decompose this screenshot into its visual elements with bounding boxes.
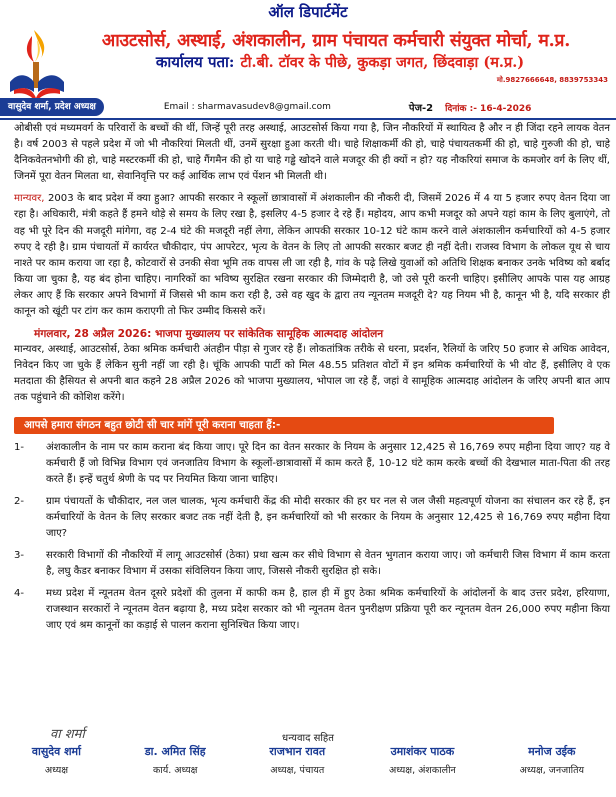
signatory [520,744,584,776]
demand-item [14,548,610,580]
paragraph-lead: मान्यवर, [14,193,45,205]
office-address: टी.बी. टॉवर के पीछे, कुकड़ा जगत, छिंदवाड़ा (म.प्र.) [240,54,525,71]
signatory-name: वासुदेव शर्मा [31,745,81,758]
signatory-name: उमाशंकर पाठक [390,745,455,758]
demands-list [14,440,610,635]
signatory-role: अध्यक्ष, जनजातिय [519,765,585,776]
section-paragraph: मान्यवर, अस्थाई, आउटसोर्स, ठेका श्रमिक कर्मचारी अंतहीन पीड़ा से गुजर रहे हैं। लोकतांत्रिक तरीके से धरना, प्रदर्शन, रैलियों के जरिए 50 हजार से अधिक आवेदन, निवेदन किए जा चुके हैं लेकिन सुनी नहीं जा रही है। चूंकि आपकी पार्टी को मिल 48.55 प्रतिशत वोटों में इन श्रमिक कर्मचारियों के भी वोट हैं, इसीलिए वे एक मतदाता की हैसियत से अपनी बात कहने 28 अप्रैल 2026 को भाजपा मुख्यालय, भोपाल जा रहे हैं, जहां वे सामूहिक आत्मदाह आंदोलन के जरिए अपनी बात आप तक पहुंचाने की कोशिश करेंगे। [14,344,610,404]
office-label: कार्यालय पता: [155,53,235,71]
paragraph-text: ओबीसी एवं मध्यमवर्ग के परिवारों के बच्चों की थीं, जिन्हें पूरी तरह अस्थाई, आउटसोर्स किया गया है, जिन नौकरियों में स्थायित्व है और न ही जिंदा रहने लायक वेतन है। वर्ष 2003 से पहले प्रदेश में जो भी नौकरियां मिलती थीं, उनमें सुरक्षा हुआ करती थी। चाहे शिक्षाकर्मी की हो, चाहे पंचायतकर्मी की हो, चाहे गुरुजी की हो, चाहे दैनिकवेतनभोगी की हो, चाहे मस्टरकर्मी की हो, चाहे गैंगमैन की हो या चाहे गड्ढे खोदने वाले मजदूर की ही क्यों न हो? यह नौकरियां समाज के कमजोर वर्ग के लिए थीं, जिनमें पूरा वेतन मिलता था, सेवानिवृत्ति पर कई आर्थिक लाभ एवं पेंशन भी मिलती थी। [14,123,610,183]
signatory-name: राजभान रावत [269,745,326,758]
demand-text: सरकारी विभागों की नौकरियों में लागू आउटसोर्स (ठेका) प्रथा खत्म कर सीधे विभाग से वेतन भुगतान कराया जाए। जो कर्मचारी जिस विभाग में काम करता है, लघु कैडर बनाकर विभाग में उसका संविलियन किया जाए, जिससे नौकरी सुरक्षित हो सके। [46,550,610,578]
demand-number: 1- [14,441,25,453]
section-heading: मंगलवार, 28 अप्रैल 2026: भाजपा मुख्यालय पर सांकेतिक सामूहिक आत्मदाह आंदोलन [34,328,384,341]
org-name: आउटसोर्स, अस्थाई, अंशकालीन, ग्राम पंचायत कर्मचारी संयुक्त मोर्चा, म.प्र. [101,31,571,51]
signatory-role: कार्य. अध्यक्ष [152,765,198,776]
paragraph-text: 2003 के बाद प्रदेश में क्या हुआ? आपकी सरकार ने स्कूलों छात्रावासों में अंशकालीन की नौकरी दी, जिसमें 2026 में 4 या 5 हजार रुपए वेतन दिया जा रहा है। अधिकारी, मंत्री कहते हैं हमने थोड़े से समय के लिए रखा है, इसलिए 4-5 हजार दे रहे हैं। महोदय, आप कभी मजदूर को अपने यहां काम के लिए बुलाएंगे, तो वह भी पूरे दिन की मजदूरी मांगेगा, वह 2-4 घंटे की मजदूरी नहीं लेगा, लेकिन आपकी सरकार 10-12 घंटे काम करने वाले अंशकालीन कर्मचारियों को 4-5 हजार रुपए दे रही है। ग्राम पंचायतों में कार्यरत चौकीदार, पंप आपरेटर, भृत्य के वेतन के लिए तो आपकी सरकार बजट ही नहीं देती। राजस्व विभाग के लोकल यूथ से चाय नाश्ते पर काम कराया जा रहा है, कोटवारों से उनकी सेवा भूमि तक वापस ली जा रही है, गांव के पढ़े लिखे युवाओं को अतिथि शिक्षक बनाकर उनके भविष्य को बर्बाद किया जा चुका है, यह बंद होना चाहिए। नागरिकों का भविष्य सुरक्षित रखना सरकार की जिम्मेदारी है, जो उसे पूरी करनी चाहिए। इसीलिए आपके पास यह आग्रह लेकर आए हैं कि सरकार अपने विभागों में जिससे भी काम करा रही है, उसे वह खुद के द्वारा तय न्यूनतम मजदूरी दे? यह नियम भी है, कानून भी है, यदि सरकार ही कानून को खूंटी पर टांग कर काम कराएगी तो फिर उम्मीद किससे करें। [14,193,610,318]
signatory [32,744,81,776]
phone-numbers: मो.9827666648, 8839753343 [496,76,608,84]
demand-item [14,440,610,488]
email-address: Email : sharmavasudev8@gmail.com [163,102,331,112]
demand-number: 2- [14,495,25,507]
demands-heading: आपसे हमारा संगठन बहुत छोटी सी चार मांगें पूरी कराना चाहता हैं:- [14,417,554,434]
demand-text: अंशकालीन के नाम पर काम कराना बंद किया जाए। पूरे दिन का वेतन सरकार के नियम के अनुसार 12,425 से 16,769 रुपए महीना दिया जाए? यह वे कर्मचारी हैं जो विभिन्न विभाग एवं जनजातिय विभाग के स्कूलों-छात्रावासों में काम करते हैं, 10-12 घंटे काम करके बच्चों की देखभाल माता-पिता की तरह करते हैं। इन्हें चतुर्थ श्रेणी के पद पर नियमित किया जाना चाहिए। [46,441,610,485]
signatory-role: अध्यक्ष, पंचायत [270,765,325,776]
signatory-name: डा. अमित सिंह [144,745,206,758]
signatory-name: मनोज उईक [528,745,576,758]
paragraph-2 [14,191,610,320]
signatories [0,744,616,776]
letterhead [0,0,616,116]
signatory [389,744,456,776]
closing-thanks: धन्यवाद सहित [282,733,334,744]
demand-item [14,494,610,542]
demand-text: ग्राम पंचायतों के चौकीदार, नल जल चालक, भृत्य कर्मचारी केंद्र की मोदी सरकार की हर घर नल से जल जैसी महत्वपूर्ण योजना का संचालन कर रहे हैं, इन कर्मचारियों के वेतन के लिए सरकार बजट तक नहीं देती है, इन कर्मचारियों को भी सरकार के नियम के अनुसार 12,425 से 16,769 रुपए महीना दिया जाए? [46,495,610,539]
demand-number: 4- [14,588,25,600]
letter-date: दिनांक :- 16-4-2026 [445,103,532,114]
paragraph-1 [14,121,610,185]
info-bar [0,96,616,118]
page-number: पेज-2 [408,103,434,114]
office-address-row [70,52,610,72]
demand-text: मध्य प्रदेश में न्यूनतम वेतन दूसरे प्रदेशों की तुलना में काफी कम है, हाल ही में हुए ठेका श्रमिक कर्मचारियों के आंदोलनों के बाद उत्तर प्रदेश, हरियाणा, राजस्थान सरकारों ने न्यूनतम वेतन बढ़ाया है, मध्य प्रदेश सरकार को भी न्यूनतम वेतन पुनरीक्षण प्रक्रिया पूरी कर न्यूनतम वेतन 26,000 रुपए महीना किया जाए एवं श्रम कानूनों का कड़ाई से पालन कराना सुनिश्चित किया जाए। [46,588,610,632]
handwritten-signature: वा शर्मा [50,727,85,742]
signatory [145,744,206,776]
letter-body [14,121,610,641]
author-badge: वासुदेव शर्मा, प्रदेश अध्यक्ष [0,98,104,116]
header-divider [0,118,616,120]
signatory-role: अध्यक्ष, अंशकालीन [388,765,456,776]
demand-item [14,586,610,634]
signatory [269,744,325,776]
signatory-role: अध्यक्ष [44,765,69,776]
top-title: ऑल डिपार्टमेंट [268,3,348,21]
demand-number: 3- [14,550,25,562]
